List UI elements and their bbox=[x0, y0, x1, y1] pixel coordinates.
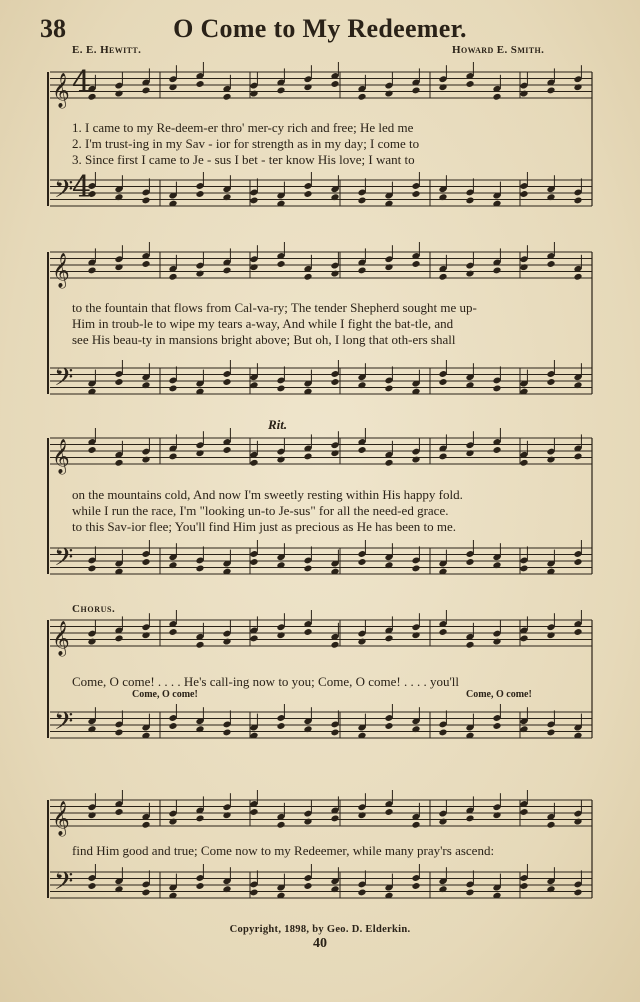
treble-note bbox=[519, 459, 528, 467]
treble-note bbox=[546, 260, 555, 268]
bass-note bbox=[249, 196, 258, 204]
treble-note bbox=[168, 452, 177, 460]
treble-note bbox=[168, 83, 177, 91]
treble-note bbox=[573, 818, 582, 826]
bass-note bbox=[195, 882, 204, 890]
treble-clef-icon: 𝄞 bbox=[52, 253, 70, 288]
treble-note bbox=[141, 86, 150, 94]
bass-note bbox=[573, 196, 582, 204]
treble-note bbox=[411, 821, 420, 829]
treble-note bbox=[465, 449, 474, 457]
treble-note bbox=[87, 266, 96, 274]
treble-note bbox=[411, 456, 420, 464]
treble-note bbox=[114, 459, 123, 467]
bass-note bbox=[330, 728, 339, 736]
bass-note bbox=[303, 882, 312, 890]
treble-note bbox=[195, 641, 204, 649]
treble-note bbox=[357, 446, 366, 454]
bass-note bbox=[303, 564, 312, 572]
bass-note bbox=[546, 728, 555, 736]
treble-note bbox=[492, 811, 501, 819]
verse-2-line-3: while I run the race, I'm "looking un-to Je-sus" for all the need-ed grace. bbox=[72, 503, 449, 518]
bass-note bbox=[384, 384, 393, 392]
verse-1-line-3: on the mountains cold, And now I'm sweetly resting within His happy fold. bbox=[72, 487, 463, 502]
treble-note bbox=[492, 446, 501, 454]
verse-2-line-1: 2. I'm trust-ing in my Sav - ior for strength as in my day; I come to bbox=[72, 136, 420, 151]
chorus-line-1: Come, O come! . . . . He's call-ing now to you; Come, O come! . . . . you'll bbox=[72, 674, 460, 689]
treble-note bbox=[303, 628, 312, 636]
treble-note bbox=[357, 638, 366, 646]
treble-note bbox=[195, 270, 204, 278]
treble-clef-icon: 𝄞 bbox=[52, 621, 70, 656]
bass-clef-icon: 𝄢 bbox=[54, 867, 74, 902]
treble-note bbox=[573, 83, 582, 91]
treble-note bbox=[546, 456, 555, 464]
treble-note bbox=[411, 260, 420, 268]
bass-clef-icon: 𝄢 bbox=[54, 175, 74, 210]
copyright-notice: Copyright, 1898, by Geo. D. Elderkin. bbox=[229, 924, 411, 935]
treble-note bbox=[519, 808, 528, 816]
treble-note bbox=[276, 86, 285, 94]
treble-note bbox=[222, 638, 231, 646]
bass-note bbox=[141, 888, 150, 896]
ritardando-marking: Rit. bbox=[268, 417, 288, 432]
treble-note bbox=[492, 266, 501, 274]
bass-note bbox=[438, 728, 447, 736]
bass-note bbox=[411, 882, 420, 890]
treble-note bbox=[276, 821, 285, 829]
treble-note bbox=[222, 93, 231, 101]
verse-2-line-2: Him in troub-le to wipe my tears a-way, And while I fight the bat-tle, and bbox=[72, 316, 454, 331]
bass-note bbox=[114, 728, 123, 736]
treble-note bbox=[195, 449, 204, 457]
treble-note bbox=[195, 814, 204, 822]
hymn-title: O Come to My Redeemer. bbox=[173, 14, 467, 43]
hymn-number: 38 bbox=[40, 14, 66, 43]
verse-3-line-3: to this Sav-ior flee; You'll find Him just as precious as He has been to me. bbox=[72, 519, 456, 534]
bass-note bbox=[249, 558, 258, 566]
treble-note bbox=[492, 93, 501, 101]
treble-note bbox=[384, 459, 393, 467]
treble-note bbox=[330, 641, 339, 649]
bass-note bbox=[330, 378, 339, 386]
treble-note bbox=[276, 456, 285, 464]
treble-clef-icon: 𝄞 bbox=[52, 73, 70, 108]
verse-3-line-2: see His beau-ty in mansions bright above; But oh, I long that oth-ers shall bbox=[72, 332, 456, 347]
treble-note bbox=[141, 260, 150, 268]
treble-note bbox=[465, 80, 474, 88]
treble-note bbox=[330, 449, 339, 457]
bass-note bbox=[87, 882, 96, 890]
treble-note bbox=[141, 631, 150, 639]
treble-note bbox=[357, 811, 366, 819]
treble-note bbox=[438, 452, 447, 460]
bass-note bbox=[492, 384, 501, 392]
bass-note bbox=[357, 888, 366, 896]
treble-note bbox=[276, 631, 285, 639]
treble-note bbox=[87, 446, 96, 454]
bass-note bbox=[114, 378, 123, 386]
bass-note bbox=[249, 888, 258, 896]
treble-note bbox=[303, 273, 312, 281]
treble-note bbox=[114, 634, 123, 642]
treble-note bbox=[465, 270, 474, 278]
treble-note bbox=[492, 638, 501, 646]
treble-note bbox=[141, 456, 150, 464]
time-signature-icon: 4 bbox=[72, 170, 92, 205]
treble-note bbox=[546, 821, 555, 829]
verse-3-line-1: 3. Since first I came to Je - sus I bet - ter know His love; I want to bbox=[72, 152, 415, 167]
treble-note bbox=[411, 86, 420, 94]
bass-note bbox=[573, 888, 582, 896]
treble-note bbox=[519, 90, 528, 98]
treble-note bbox=[330, 814, 339, 822]
treble-note bbox=[465, 641, 474, 649]
treble-note bbox=[249, 90, 258, 98]
bass-note bbox=[357, 196, 366, 204]
treble-note bbox=[114, 90, 123, 98]
treble-note bbox=[384, 90, 393, 98]
verse-1-line-2: to the fountain that flows from Cal-va-ry; The tender Shepherd sought me up- bbox=[72, 300, 477, 315]
treble-note bbox=[249, 263, 258, 271]
treble-note bbox=[573, 273, 582, 281]
bass-note bbox=[573, 558, 582, 566]
treble-note bbox=[465, 814, 474, 822]
treble-note bbox=[546, 86, 555, 94]
bass-note bbox=[465, 888, 474, 896]
treble-note bbox=[519, 263, 528, 271]
bass-note bbox=[465, 558, 474, 566]
treble-note bbox=[249, 634, 258, 642]
bass-note bbox=[519, 882, 528, 890]
treble-note bbox=[546, 631, 555, 639]
bass-note bbox=[195, 190, 204, 198]
time-signature-icon: 4 bbox=[72, 65, 92, 100]
treble-note bbox=[573, 452, 582, 460]
bass-note bbox=[87, 564, 96, 572]
bass-note bbox=[222, 378, 231, 386]
bass-note bbox=[465, 196, 474, 204]
bass-note bbox=[195, 564, 204, 572]
chorus-label: Chorus. bbox=[72, 603, 116, 615]
bass-note bbox=[276, 384, 285, 392]
treble-note bbox=[276, 260, 285, 268]
treble-note bbox=[114, 808, 123, 816]
treble-note bbox=[411, 631, 420, 639]
treble-note bbox=[249, 459, 258, 467]
bass-note bbox=[411, 564, 420, 572]
bass-clef-icon: 𝄢 bbox=[54, 363, 74, 398]
bass-clef-icon: 𝄢 bbox=[54, 707, 74, 742]
bass-note bbox=[168, 384, 177, 392]
treble-note bbox=[384, 808, 393, 816]
treble-note bbox=[87, 638, 96, 646]
treble-note bbox=[384, 263, 393, 271]
bass-note bbox=[519, 190, 528, 198]
bass-note bbox=[492, 722, 501, 730]
treble-note bbox=[438, 273, 447, 281]
bass-note bbox=[411, 190, 420, 198]
treble-note bbox=[222, 811, 231, 819]
lyricist-credit: E. E. Hewitt. bbox=[72, 44, 142, 56]
bass-note bbox=[546, 378, 555, 386]
treble-note bbox=[222, 446, 231, 454]
treble-note bbox=[438, 628, 447, 636]
treble-note bbox=[114, 263, 123, 271]
treble-note bbox=[168, 818, 177, 826]
bass-note bbox=[276, 722, 285, 730]
treble-note bbox=[330, 270, 339, 278]
treble-note bbox=[438, 83, 447, 91]
treble-note bbox=[357, 93, 366, 101]
bass-note bbox=[303, 190, 312, 198]
treble-note bbox=[87, 811, 96, 819]
treble-note bbox=[384, 634, 393, 642]
treble-note bbox=[303, 83, 312, 91]
treble-note bbox=[141, 821, 150, 829]
bass-note bbox=[384, 722, 393, 730]
treble-note bbox=[222, 266, 231, 274]
bass-note bbox=[222, 728, 231, 736]
chorus-echo-right: Come, O come! bbox=[466, 689, 532, 700]
bass-note bbox=[519, 564, 528, 572]
bass-note bbox=[357, 558, 366, 566]
verse-1-line-1: 1. I came to my Re-deem-er thro' mer-cy rich and free; He led me bbox=[72, 120, 414, 135]
chorus-line-2: find Him good and true; Come now to my Redeemer, while many pray'rs ascend: bbox=[72, 843, 495, 858]
bass-note bbox=[168, 722, 177, 730]
treble-note bbox=[573, 628, 582, 636]
bass-note bbox=[141, 558, 150, 566]
treble-clef-icon: 𝄞 bbox=[52, 439, 70, 474]
treble-note bbox=[303, 818, 312, 826]
treble-note bbox=[357, 266, 366, 274]
page-number: 40 bbox=[313, 936, 327, 951]
composer-credit: Howard E. Smith. bbox=[452, 44, 545, 56]
treble-note bbox=[330, 80, 339, 88]
bass-note bbox=[438, 378, 447, 386]
chorus-echo-left: Come, O come! bbox=[132, 689, 198, 700]
treble-note bbox=[438, 818, 447, 826]
bass-note bbox=[141, 196, 150, 204]
treble-note bbox=[195, 80, 204, 88]
treble-note bbox=[249, 808, 258, 816]
treble-clef-icon: 𝄞 bbox=[52, 801, 70, 836]
treble-note bbox=[519, 634, 528, 642]
treble-note bbox=[303, 452, 312, 460]
bass-clef-icon: 𝄢 bbox=[54, 543, 74, 578]
treble-note bbox=[168, 273, 177, 281]
treble-note bbox=[168, 628, 177, 636]
